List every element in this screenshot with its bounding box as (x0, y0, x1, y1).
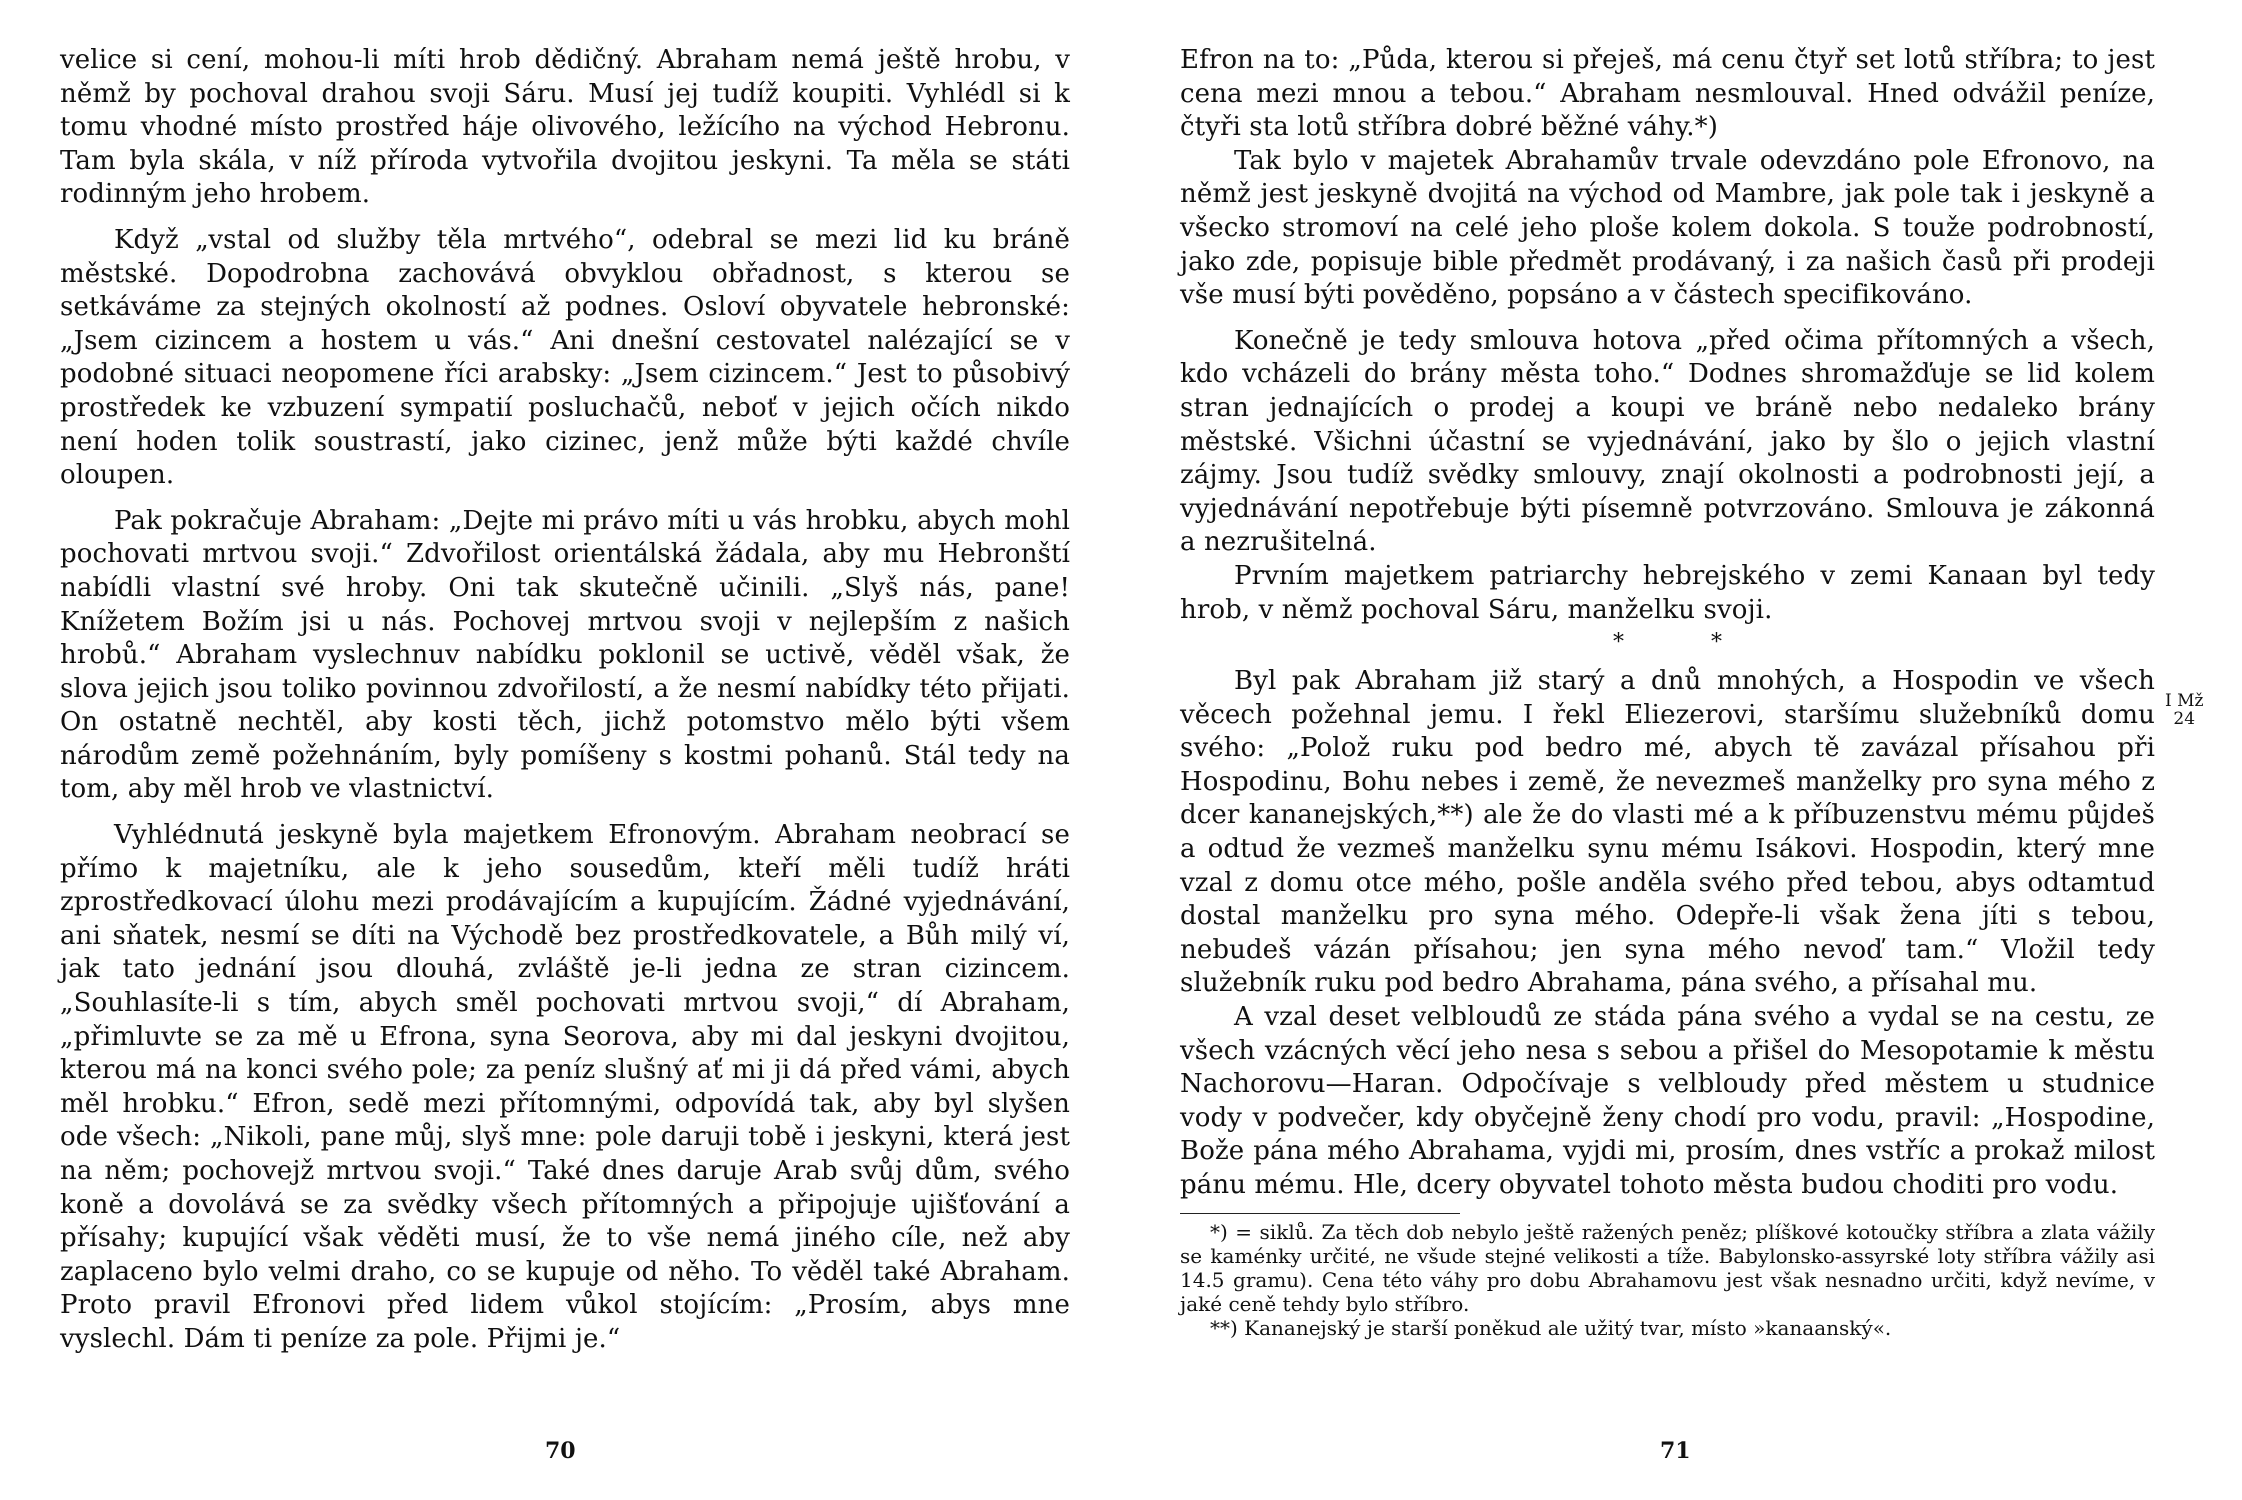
left-page-number: 70 (545, 1438, 576, 1464)
left-paragraph-3: Pak pokračuje Abraham: „Dejte mi právo míti u vás hrobku, abych mohl pochovati mrtvou svoji.“ Zdvořilost orientálská žádala, aby mu Hebronští nabídli vlastní své hroby. Oni tak skutečně učinili. „Slyš nás, pane! Knížetem Božím jsi u nás. Pochovej mrtvou svoji v nejlepším z našich hrobů.“ Abraham vyslechnuv nabídku poklonil se uctivě, věděl však, že slova jejich jsou toliko povinnou zdvořilostí, a že nesmí nabídky této přijati. On ostatně nechtěl, aby kosti těch, jichž potomstvo mělo býti všem národům země požehnáním, byly pomíšeny s kostmi pohanů. Stál tedy na tom, aby měl hrob ve vlastnictví. (60, 505, 1070, 805)
right-page-number: 71 (1660, 1438, 1691, 1464)
left-paragraph-1: velice si cení, mohou-li míti hrob dědičný. Abraham nemá ještě hrobu, v němž by pochoval drahou svoji Sáru. Musí jej tudíž koupiti. Vyhlédl si k tomu vhodné místo prostřed háje olivového, ležícího na východ Hebronu. Tam byla skála, v níž příroda vytvořila dvojitou jeskyni. Ta měla se státi rodinným jeho hrobem. (60, 45, 1070, 210)
right-paragraph-1: Efron na to: „Půda, kterou si přeješ, má cenu čtyř set lotů stříbra; to jest cena mezi mnou a tebou.“ Abraham nesmlouval. Hned odvážil peníze, čtyři sta lotů stříbra dobré běžné váhy.*) (1180, 45, 2155, 143)
footnote-2: **) Kananejský je starší poněkud ale užitý tvar, místo »kanaanský«. (1210, 1315, 1892, 1340)
right-paragraph-5: Byl pak Abraham již starý a dnů mnohých, a Hospodin ve všech věcech požehnal jemu. I řekl Eliezerovi, staršímu služebníků domu svého: „Polož ruku pod bedro mé, abych tě zavázal přísahou při Hospodinu, Bohu nebes i země, že nevezmeš manželky pro syna mého z dcer kananejských,**) ale že do vlasti mé a k příbuzenstvu mému půjdeš a odtud že vezmeš manželku synu mému Isákovi. Hospodin, který mne vzal z domu otce mého, pošle anděla svého před tebou, abys odtamtud dostal manželku pro syna mého. Odepře-li však žena jíti s tebou, nebudeš vázán přísahou; jen syna mého nevoď tam.“ Vložil tedy služebník ruku pod bedro Abrahama, pána svého, a přísahal mu. (1180, 666, 2155, 999)
section-break: * * (1613, 630, 1762, 656)
right-page (1180, 44, 2155, 1340)
margin-reference (2165, 692, 2203, 728)
margin-reference-chapter: 24 (2173, 709, 2196, 729)
margin-reference-book: I Mž (2165, 691, 2204, 711)
left-paragraph-4: Vyhlédnutá jeskyně byla majetkem Efronovým. Abraham neobrací se přímo k majetníku, ale k jeho sousedům, kteří měli tudíž hráti zprostředkovací úlohu mezi prodávajícím a kupujícím. Žádné vyjednávání, ani sňatek, nesmí se díti na Východě bez prostředkovatele, a Bůh milý ví, jak tato jednání jsou dlouhá, zvláště je-li jedna ze stran cizincem. „Souhlasíte-li s tím, abych směl pochovati mrtvou svoji,“ dí Abraham, „přimluvte se za mě u Efrona, syna Seorova, aby mi dal jeskyni dvojitou, kterou má na konci svého pole; za peníz slušný ať mi ji dá před vámi, abych měl hrobku.“ Efron, sedě mezi přítomnými, odpovídá tak, aby byl slyšen ode všech: „Nikoli, pane můj, slyš mne: pole daruji tobě i jeskyni, která jest na něm; pochovejž mrtvou svoji.“ Také dnes daruje Arab svůj dům, svého koně a dovolává se za svědky všech přítomných a připojuje ujišťování a přísahy; kupující však věděti musí, že to vše nemá jiného cíle, než aby zaplaceno bylo velmi draho, co se kupuje od něho. To věděl také Abraham. Proto pravil Efronovi před lidem vůkol stojícím: „Prosím, abys mne vyslechl. Dám ti peníze za pole. Přijmi je.“ (60, 820, 1070, 1354)
right-paragraph-3: Konečně je tedy smlouva hotova „před očima přítomných a všech, kdo vcházeli do brány města toho.“ Dodnes shromažďuje se lid kolem stran jednajících o prodej a koupi ve bráně nebo nedaleko brány městské. Všichni účastní se vyjednávání, jako by šlo o jejich vlastní zájmy. Jsou tudíž svědky smlouvy, znají okolnosti a podrobnosti její, a vyjednávání nepotřebuje býti písemně potvrzováno. Smlouva je zákonná a nezrušitelná. (1180, 325, 2155, 558)
left-page (60, 44, 1070, 1357)
right-paragraph-6: A vzal deset velbloudů ze stáda pána svého a vydal se na cestu, ze všech vzácných věcí jeho nesa s sebou a přišel do Mesopotamie k městu Nachorovu—Haran. Odpočívaje s velbloudy před městem u studnice vody v podvečer, kdy obyčejně ženy chodí pro vodu, pravil: „Hospodine, Bože pána mého Abrahama, vyjdi mi, prosím, dnes vstříc a prokaž milost pánu mému. Hle, dcery obyvatel tohoto města budou choditi pro vodu. (1180, 1002, 2155, 1200)
left-paragraph-2: Když „vstal od služby těla mrtvého“, odebral se mezi lid ku bráně městské. Dopodrobna zachovává obvyklou obřadnost, s kterou se setkáváme za stejných okolností až podnes. Osloví obyvatele hebronské: „Jsem cizincem a hostem u vás.“ Ani dnešní cestovatel nalézající se v podobné situaci neopomene říci arabsky: „Jsem cizincem.“ Jest to působivý prostředek ke vzbuzení sympatií posluchačů, neboť v jejich očích nikdo není hoden tolik soustrastí, jako cizinec, jenž může býti každé chvíle oloupen. (60, 224, 1070, 491)
right-paragraph-4: Prvním majetkem patriarchy hebrejského v zemi Kanaan byl tedy hrob, v němž pochoval Sáru, manželku svoji. (1180, 560, 2155, 625)
footnote-rule (1180, 1213, 1460, 1214)
footnote-1: *) = siklů. Za těch dob nebylo ještě ražených peněz; plíškové kotoučky stříbra a zlata vážily se kaménky určité, ne všude stejné velikosti a tíže. Babylonsko-assyrské loty stříbra vážily asi 14.5 gramu). Cena této váhy pro dobu Abrahamovu jest však nesnadno určiti, když nevíme, v jaké ceně tehdy bylo stříbro. (1180, 1219, 2155, 1316)
right-paragraph-2: Tak bylo v majetek Abrahamův trvale odevzdáno pole Efronovo, na němž jest jeskyně dvojitá na východ od Mambre, jak pole tak i jeskyně a všecko stromoví na celé jeho ploše kolem dokola. S touže podrobností, jako zde, popisuje bible předmět prodávaný, i za našich časů při prodeji vše musí býti pověděno, popsáno a v částech specifikováno. (1180, 145, 2155, 311)
